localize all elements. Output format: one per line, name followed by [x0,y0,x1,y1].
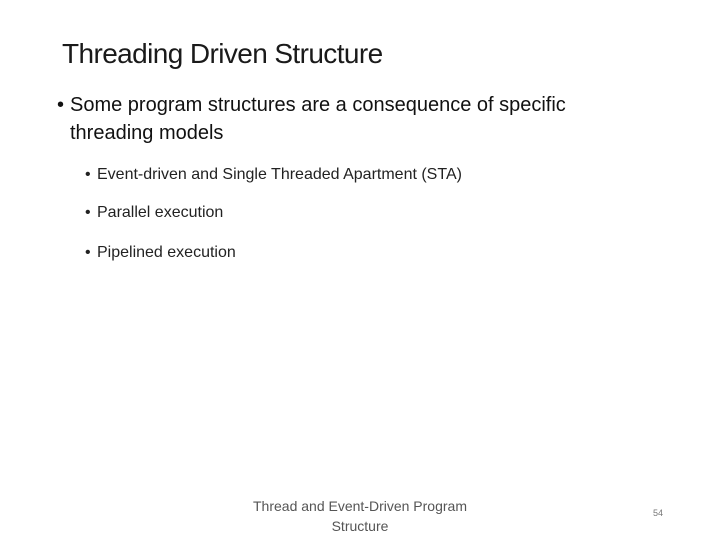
page-number: 54 [652,508,663,518]
sub-bullet-text: Parallel execution [97,204,224,221]
main-bullet-text: Some program structures are a consequence of specific threading models [70,94,566,144]
main-bullet [57,91,647,147]
bullet-dot: • [57,94,65,116]
bullet-dot: • [85,166,91,183]
sub-bullet-parallel [85,202,223,224]
sub-bullet-event-driven [85,164,462,186]
slide-title: Threading Driven Structure [62,38,383,69]
bullet-dot: • [85,244,91,261]
sub-bullet-text: Event-driven and Single Threaded Apartment (STA) [97,166,462,183]
sub-bullet-pipelined [85,242,236,264]
footer-line-1: Thread and Event-Driven Program [253,498,467,514]
footer-line-2: Structure [331,518,389,534]
sub-bullet-text: Pipelined execution [97,244,236,261]
slide-footer [230,496,490,536]
bullet-dot: • [85,204,91,221]
